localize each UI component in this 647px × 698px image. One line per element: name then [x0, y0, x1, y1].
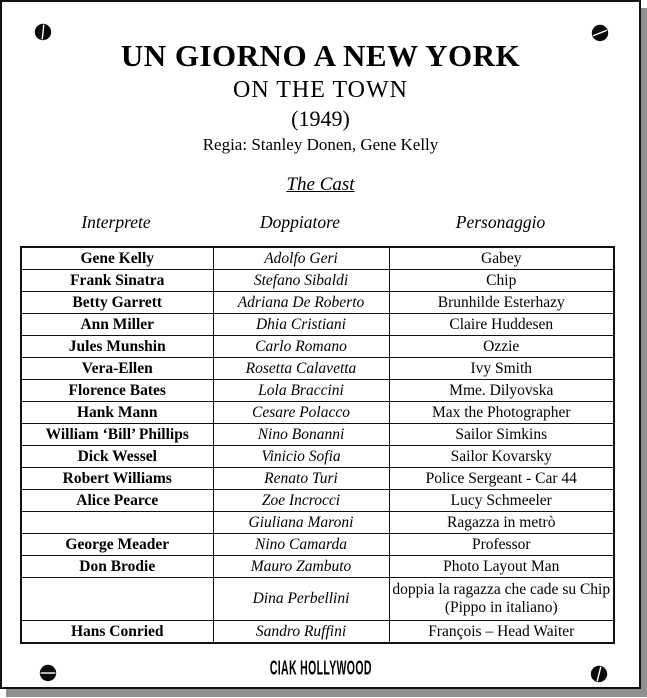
table-row	[21, 621, 614, 644]
cell-interprete: Florence Bates	[21, 380, 213, 402]
cell-doppiatore: Sandro Ruffini	[213, 621, 389, 644]
cell-doppiatore: Renato Turi	[213, 468, 389, 490]
table-row	[21, 490, 614, 512]
cell-interprete	[21, 512, 213, 534]
cell-personaggio: Chip	[389, 270, 614, 292]
column-header-doppiatore: Doppiatore	[259, 212, 341, 232]
cell-doppiatore: Giuliana Maroni	[213, 512, 389, 534]
cell-doppiatore: Zoe Incrocci	[213, 490, 389, 512]
cell-interprete: Jules Munshin	[21, 336, 213, 358]
cell-interprete: Ann Miller	[21, 314, 213, 336]
cell-doppiatore: Nino Bonanni	[213, 424, 389, 446]
table-column-headers	[20, 212, 613, 233]
table-row	[21, 512, 614, 534]
cell-doppiatore: Adolfo Geri	[213, 247, 389, 270]
cell-doppiatore: Adriana De Roberto	[213, 292, 389, 314]
cell-doppiatore: Dhia Cristiani	[213, 314, 389, 336]
cell-doppiatore: Rosetta Calavetta	[213, 358, 389, 380]
cell-interprete: Alice Pearce	[21, 490, 213, 512]
cast-section-heading: The Cast	[286, 174, 355, 195]
cell-personaggio: Sailor Simkins	[389, 424, 614, 446]
table-row	[21, 556, 614, 578]
cell-doppiatore: Dina Perbellini	[213, 578, 389, 621]
table-row	[21, 578, 614, 621]
footer-logo-text: CIAK HOLLYWOOD	[269, 657, 372, 680]
cell-doppiatore: Carlo Romano	[213, 336, 389, 358]
table-row	[21, 446, 614, 468]
director-line: Regia: Stanley Donen, Gene Kelly	[202, 135, 439, 154]
cell-personaggio: Ragazza in metrò	[389, 512, 614, 534]
table-row	[21, 402, 614, 424]
table-row	[21, 534, 614, 556]
cell-interprete: Hank Mann	[21, 402, 213, 424]
cell-personaggio: Max the Photographer	[389, 402, 614, 424]
table-row	[21, 247, 614, 270]
cast-table	[20, 246, 615, 644]
cell-personaggio: Gabey	[389, 247, 614, 270]
column-header-interprete: Interprete	[81, 212, 151, 232]
cell-personaggio: Mme. Dilyovska	[389, 380, 614, 402]
cell-interprete: Robert Williams	[21, 468, 213, 490]
cell-personaggio: Police Sergeant - Car 44	[389, 468, 614, 490]
table-row	[21, 424, 614, 446]
cell-doppiatore: Stefano Sibaldi	[213, 270, 389, 292]
table-row	[21, 292, 614, 314]
table-row	[21, 380, 614, 402]
cell-doppiatore: Cesare Polacco	[213, 402, 389, 424]
film-year: (1949)	[291, 106, 350, 131]
cell-interprete: Vera-Ellen	[21, 358, 213, 380]
cell-interprete: George Meader	[21, 534, 213, 556]
cell-personaggio: Professor	[389, 534, 614, 556]
cell-interprete: Frank Sinatra	[21, 270, 213, 292]
cast-table-body	[21, 247, 614, 643]
footer-logo	[2, 657, 639, 680]
cell-personaggio: Ivy Smith	[389, 358, 614, 380]
cell-interprete	[21, 578, 213, 621]
cell-personaggio: Photo Layout Man	[389, 556, 614, 578]
table-row	[21, 358, 614, 380]
cell-doppiatore: Nino Camarda	[213, 534, 389, 556]
cell-personaggio: Brunhilde Esterhazy	[389, 292, 614, 314]
cell-interprete: Betty Garrett	[21, 292, 213, 314]
cell-interprete: Don Brodie	[21, 556, 213, 578]
cell-interprete: William ‘Bill’ Phillips	[21, 424, 213, 446]
page-title-italian: UN GIORNO A NEW YORK	[120, 38, 521, 73]
cell-doppiatore: Lola Braccini	[213, 380, 389, 402]
column-header-personaggio: Personaggio	[455, 212, 546, 232]
cell-interprete: Dick Wessel	[21, 446, 213, 468]
cell-personaggio: Ozzie	[389, 336, 614, 358]
cell-doppiatore: Mauro Zambuto	[213, 556, 389, 578]
cell-personaggio: Claire Huddesen	[389, 314, 614, 336]
table-row	[21, 270, 614, 292]
cell-personaggio: François – Head Waiter	[389, 621, 614, 644]
cell-personaggio: Lucy Schmeeler	[389, 490, 614, 512]
table-row	[21, 468, 614, 490]
page-title-original: ON THE TOWN	[233, 77, 408, 103]
cell-doppiatore: Vinicio Sofia	[213, 446, 389, 468]
table-row	[21, 314, 614, 336]
cell-personaggio: doppia la ragazza che cade su Chip (Pippo in italiano)	[389, 578, 614, 621]
cell-personaggio: Sailor Kovarsky	[389, 446, 614, 468]
cell-interprete: Hans Conried	[21, 621, 213, 644]
cell-interprete: Gene Kelly	[21, 247, 213, 270]
table-row	[21, 336, 614, 358]
